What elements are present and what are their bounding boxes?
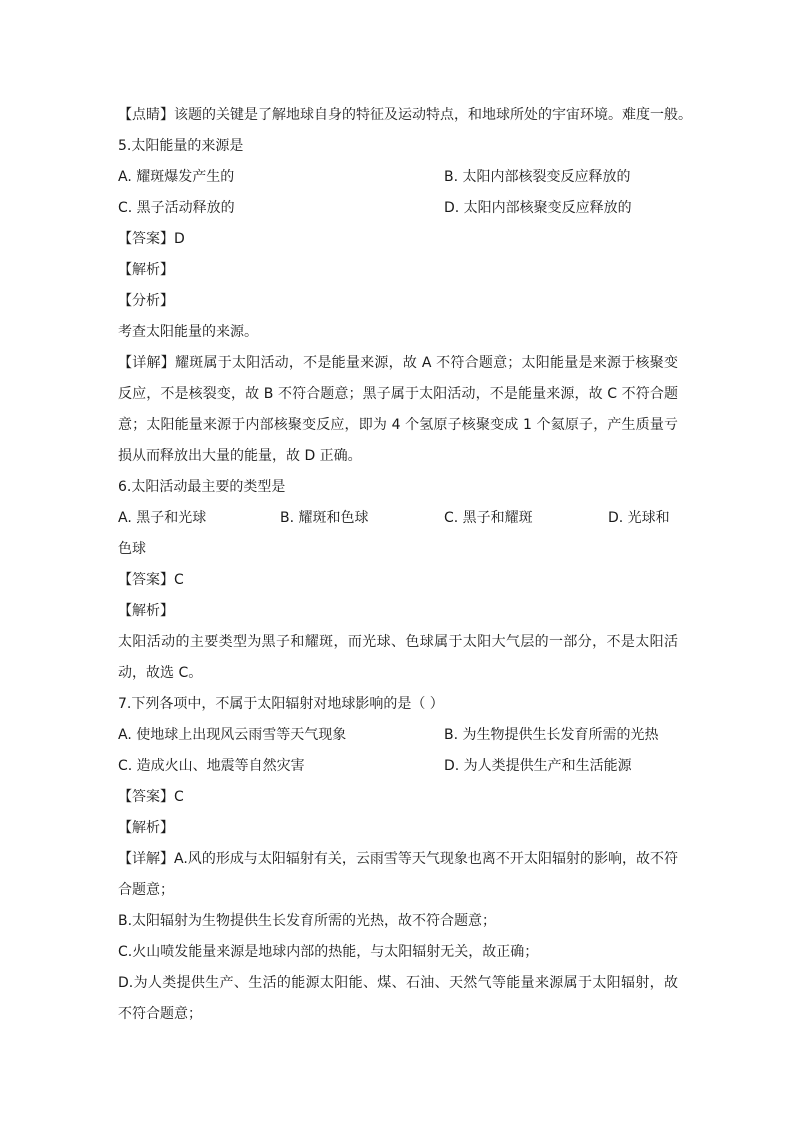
q7-options-row-2 (118, 751, 678, 782)
q5-options-row-1 (118, 162, 678, 193)
document-page (118, 100, 692, 1030)
q5-option-a: A. 耀斑爆发产生的 (118, 169, 235, 185)
q5-options-row-2 (118, 193, 678, 224)
q6-explanation: 太阳活动的主要类型为黑子和耀斑，而光球、色球属于太阳大气层的一部分，不是太阳活动，故选 C。 (118, 634, 678, 681)
q7-detail-a: 【详解】A.风的形成与太阳辐射有关，云雨雪等天气现象也离不开太阳辐射的影响，故不符合题意； (118, 851, 678, 898)
q5-stem: 5.太阳能量的来源是 (118, 138, 244, 154)
q5-fenxi-label: 【分析】 (118, 293, 174, 309)
q6-option-d-cont: 色球 (118, 541, 146, 557)
q7-option-c: C. 造成火山、地震等自然灾害 (118, 758, 305, 774)
q6-stem: 6.太阳活动最主要的类型是 (118, 479, 286, 495)
q5-detail: 【详解】耀斑属于太阳活动，不是能量来源，故 A 不符合题意；太阳能量是来源于核聚变反应，不是核裂变，故 B 不符合题意；黑子属于太阳活动，不是能量来源，故 C 不符合题意；太阳能量来源于内部核聚变反应，即为 4 个氢原子核聚变成 1 个氦原子，产生质量亏损从而释放出大量的能量，故 D 正确。 (118, 355, 678, 464)
dianjing-note: 【点睛】该题的关键是了解地球自身的特征及运动特点，和地球所处的宇宙环境。难度一般。 (118, 107, 692, 123)
q5-option-d: D. 太阳内部核聚变反应释放的 (444, 200, 632, 216)
q7-detail-b: B.太阳辐射为生物提供生长发育所需的光热，故不符合题意； (118, 913, 497, 929)
q6-option-b: B. 耀斑和色球 (280, 510, 369, 526)
q5-fenxi-text: 考查太阳能量的来源。 (118, 324, 258, 340)
q7-jiexi-label: 【解析】 (118, 820, 174, 836)
q7-option-b: B. 为生物提供生长发育所需的光热 (444, 727, 659, 743)
q7-option-a: A. 使地球上出现风云雨雪等天气现象 (118, 727, 347, 743)
q7-options-row-1 (118, 720, 678, 751)
q5-jiexi-label: 【解析】 (118, 262, 174, 278)
q5-option-b: B. 太阳内部核裂变反应释放的 (444, 169, 631, 185)
q6-option-d: D. 光球和 (608, 510, 670, 526)
q6-option-a: A. 黑子和光球 (118, 510, 207, 526)
q7-detail-d: D.为人类提供生产、生活的能源太阳能、煤、石油、天然气等能量来源属于太阳辐射，故不符合题意； (118, 975, 678, 1022)
q7-detail-c: C.火山喷发能量来源是地球内部的热能，与太阳辐射无关，故正确； (118, 944, 539, 960)
q7-stem: 7.下列各项中，不属于太阳辐射对地球影响的是（ ） (118, 696, 444, 712)
q6-jiexi-label: 【解析】 (118, 603, 174, 619)
q6-option-c: C. 黑子和耀斑 (444, 510, 533, 526)
q6-answer: 【答案】C (118, 572, 184, 588)
q7-answer: 【答案】C (118, 789, 184, 805)
q5-answer: 【答案】D (118, 231, 185, 247)
q5-option-c: C. 黑子活动释放的 (118, 200, 235, 216)
q6-options-row (118, 503, 678, 534)
q7-option-d: D. 为人类提供生产和生活能源 (444, 758, 632, 774)
